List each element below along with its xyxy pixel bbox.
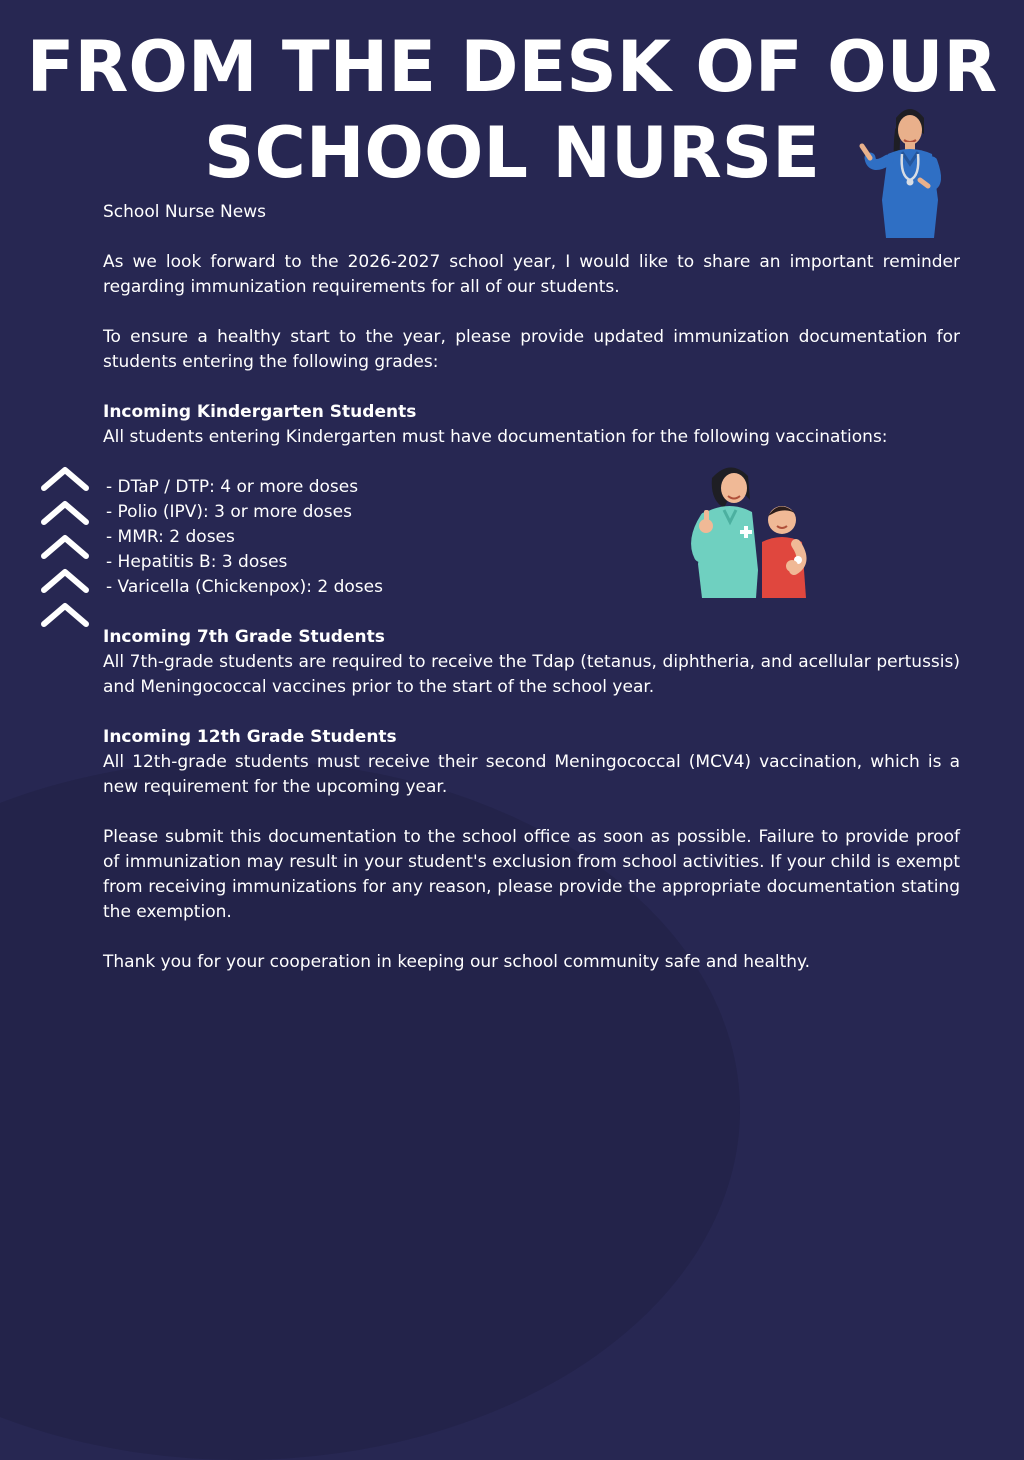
seventh-grade-text: All 7th-grade students are required to receive the Tdap (tetanus, diphtheria, and acellular pertussis) and Meningococcal vaccines prior to the start of the school year. xyxy=(103,652,960,697)
chevron-up-icon xyxy=(38,598,92,632)
newsletter-label: School Nurse News xyxy=(103,202,266,222)
chevron-up-icon xyxy=(38,530,92,564)
list-item: - DTaP / DTP: 4 or more doses xyxy=(106,477,359,497)
twelfth-grade-text: All 12th-grade students must receive their second Meningococcal (MCV4) vaccination, which is a new requirement for the upcoming year. xyxy=(103,752,960,797)
twelfth-grade-heading: Incoming 12th Grade Students xyxy=(103,727,397,747)
list-item: - Varicella (Chickenpox): 2 doses xyxy=(106,577,383,597)
ensure-paragraph: To ensure a healthy start to the year, please provide updated immunization documentation for students entering the following grades: xyxy=(103,327,960,372)
kindergarten-text: All students entering Kindergarten must have documentation for the following vaccinations: xyxy=(103,427,888,447)
chevron-up-icon xyxy=(38,462,92,496)
list-item: - Hepatitis B: 3 doses xyxy=(106,552,288,572)
chevron-up-icon xyxy=(38,496,92,530)
chevron-stack xyxy=(38,462,92,632)
list-item: - MMR: 2 doses xyxy=(106,527,235,547)
vaccine-list xyxy=(103,475,960,600)
seventh-grade-heading: Incoming 7th Grade Students xyxy=(103,627,385,647)
list-item: - Polio (IPV): 3 or more doses xyxy=(106,502,352,522)
thanks-paragraph: Thank you for your cooperation in keeping our school community safe and healthy. xyxy=(103,952,811,972)
kindergarten-heading: Incoming Kindergarten Students xyxy=(103,402,417,422)
newsletter-body xyxy=(103,200,960,975)
nurse-with-child-illustration xyxy=(684,460,814,600)
submit-paragraph: Please submit this documentation to the school office as soon as possible. Failure to provide proof of immunization may result in your student's exclusion from school activities. If your child is exempt from receiving immunizations for any reason, please provide the appropriate documentation stating the exemption. xyxy=(103,827,960,922)
title-line-2: SCHOOL NURSE xyxy=(204,112,820,194)
title-line-1: FROM THE DESK OF OUR xyxy=(26,26,998,108)
chevron-up-icon xyxy=(38,564,92,598)
intro-paragraph: As we look forward to the 2026-2027 school year, I would like to share an important reminder regarding immunization requirements for all of our students. xyxy=(103,252,960,297)
